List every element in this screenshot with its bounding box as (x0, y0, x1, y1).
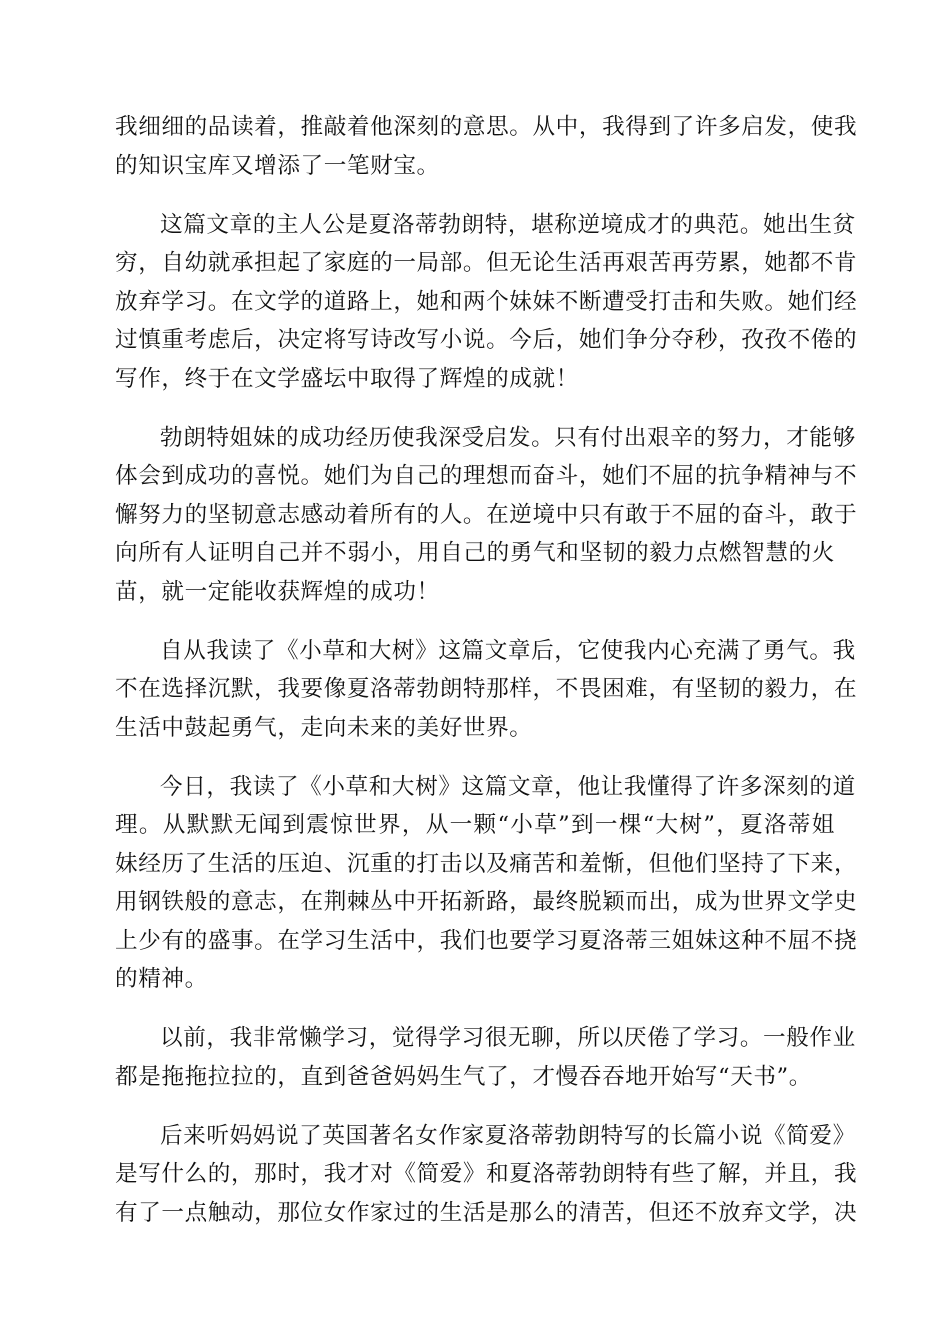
text-line: 上少有的盛事。在学习生活中，我们也要学习夏洛蒂三姐妹这种不屈不挠 (115, 927, 858, 954)
paragraph (115, 1019, 856, 1096)
paragraph (115, 108, 858, 185)
text-line: 妹经历了生活的压迫、沉重的打击以及痛苦和羞惭，但他们坚持了下来， (115, 850, 858, 877)
text-line: 理。从默默无闻到震惊世界，从一颗“小草”到一棵“大树”，夏洛蒂姐 (115, 812, 835, 838)
text-line: 的知识宝库又增添了一笔财宝。 (115, 152, 440, 179)
text-line: 苗，就一定能收获辉煌的成功！ (115, 578, 440, 605)
text-line: 有了一点触动，那位女作家过的生活是那么的清苦，但还不放弃文学，决 (115, 1199, 858, 1226)
text-line: 写作，终于在文学盛坛中取得了辉煌的成就！ (115, 365, 579, 392)
text-line: 生活中鼓起勇气，走向未来的美好世界。 (115, 714, 533, 741)
text-line: 后来听妈妈说了英国著名女作家夏洛蒂勃朗特写的长篇小说《简爱》 (160, 1122, 856, 1149)
text-line: 向所有人证明自己并不弱小，用自己的勇气和坚韧的毅力点燃智慧的火 (115, 540, 835, 566)
paragraph (115, 419, 858, 612)
text-line: 是写什么的，那时，我才对《简爱》和夏洛蒂勃朗特有些了解，并且，我 (115, 1161, 858, 1187)
text-line: 懈努力的坚韧意志感动着所有的人。在逆境中只有敢于不屈的奋斗，敢于 (115, 501, 858, 528)
text-line: 以前，我非常懒学习，觉得学习很无聊，所以厌倦了学习。一般作业 (160, 1025, 856, 1051)
text-line: 放弃学习。在文学的道路上，她和两个妹妹不断遭受打击和失败。她们经 (115, 288, 858, 315)
paragraph (115, 1117, 858, 1233)
text-line: 自从我读了《小草和大树》这篇文章后，它使我内心充满了勇气。我 (160, 637, 856, 664)
paragraph (115, 206, 858, 399)
text-line: 的精神。 (115, 966, 208, 992)
text-line: 不在选择沉默，我要像夏洛蒂勃朗特那样，不畏困难，有坚韧的毅力，在 (115, 676, 858, 702)
text-line: 今日，我读了《小草和大树》这篇文章，他让我懂得了许多深刻的道 (160, 773, 856, 800)
text-line: 用钢铁般的意志，在荆棘丛中开拓新路，最终脱颖而出，成为世界文学史 (115, 889, 858, 915)
text-line: 勃朗特姐妹的成功经历使我深受启发。只有付出艰辛的努力，才能够 (160, 424, 856, 451)
text-line: 穷，自幼就承担起了家庭的一局部。但无论生活再艰苦再劳累，她都不肯 (115, 250, 858, 276)
text-line: 我细细的品读着，推敲着他深刻的意思。从中，我得到了许多启发，使我 (115, 114, 858, 140)
body-text (115, 108, 858, 1253)
text-line: 过慎重考虑后，决定将写诗改写小说。今后，她们争分夺秒，孜孜不倦的 (115, 327, 858, 353)
text-line: 都是拖拖拉拉的，直到爸爸妈妈生气了，才慢吞吞地开始写“天书”。 (115, 1063, 812, 1090)
paragraph (115, 768, 858, 999)
text-line: 体会到成功的喜悦。她们为自己的理想而奋斗，她们不屈的抗争精神与不 (115, 463, 858, 489)
paragraph (115, 632, 858, 748)
text-line: 这篇文章的主人公是夏洛蒂勃朗特，堪称逆境成才的典范。她出生贫 (160, 211, 856, 238)
